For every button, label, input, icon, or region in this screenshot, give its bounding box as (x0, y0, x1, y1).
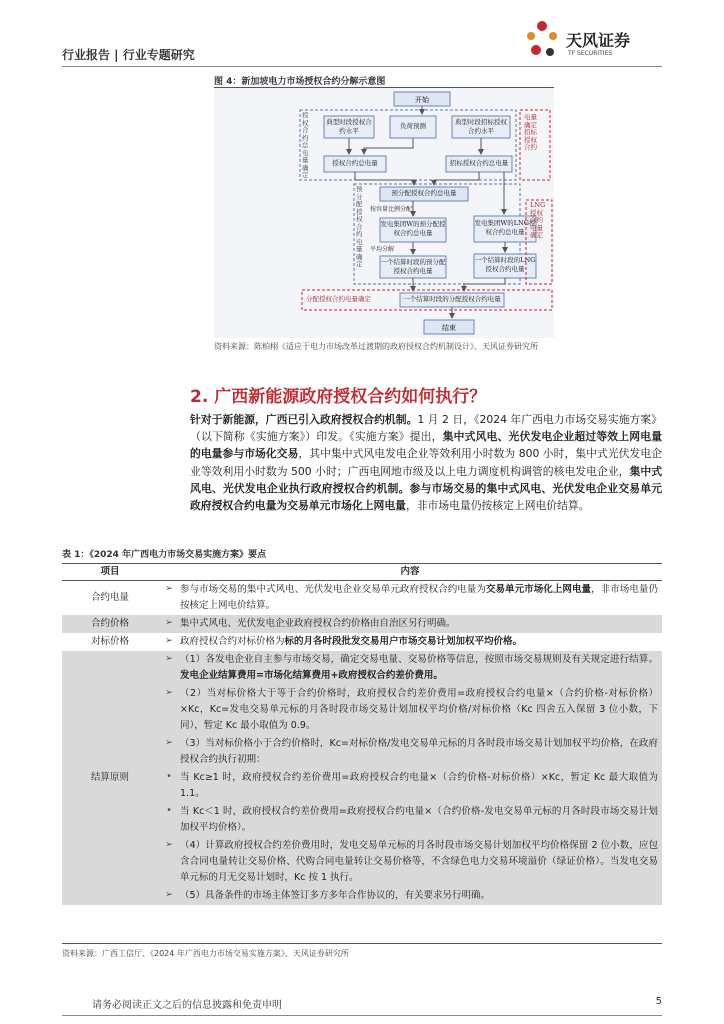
text-run: ，其中集中式风电发电企业等效利用小时数为 800 小时，集中式光伏发电企业等效利用小时数为 500 小时；广西电网地市级及以上电力调度机构调管的核电发电企业， (190, 447, 662, 478)
table-cell-content (180, 633, 662, 651)
table-header-content: 内容 (158, 564, 662, 581)
flow-side-right2: LNG授权合约电量确定 (530, 202, 546, 239)
header-divider (62, 66, 662, 67)
text-run: ，非市场电量仍按核定上网电价结算。 (180, 584, 658, 611)
bullet-icon: ➢ (158, 887, 180, 905)
text-run: （5）具备条件的市场主体签订多方多年合作协议的，有关要求另行明确。 (180, 890, 491, 901)
flow-start-label: 开始 (415, 96, 429, 104)
flow-by-capacity: 按容量比例分配 (370, 206, 413, 213)
table-row-key: 结算原则 (62, 651, 158, 905)
table-cell-content (180, 735, 662, 769)
table-cell-content (180, 685, 662, 735)
section-title: 2. 广西新能源政府授权合约如何执行？ (190, 387, 487, 407)
flow-typical-cap: 典型时段授权合约水平 (326, 118, 372, 135)
flow-side-right1: 电量确定招标授权合约 (524, 114, 537, 151)
table-cell-content (180, 887, 662, 905)
bullet-icon: ➢ (158, 735, 180, 769)
text-run: 参与市场交易的集中式风电、光伏发电企业交易单元政府授权合约电量为 (180, 584, 486, 595)
table-cell-content (180, 615, 662, 633)
flow-settle-pre: 一个结算时段的预分配授权合约电量 (380, 258, 446, 275)
bullet-icon: ➢ (158, 581, 180, 616)
bullet-icon: ➢ (158, 615, 180, 633)
flow-total-cap: 授权合约总电量 (332, 159, 378, 167)
flowchart (214, 88, 554, 338)
body-paragraph (190, 411, 662, 514)
bold-run: 标的月各时段批发交易用户市场交易计划加权平均价格。 (284, 636, 523, 647)
flow-group-w-lng: 发电集团W的LNG授权合约总电量 (474, 219, 536, 236)
page-number: 5 (655, 996, 662, 1007)
table-cell-content (180, 581, 662, 616)
figure-source: 资料来源：陈柏栩《适应于电力市场改革过渡期的政府授权合约机制设计》、天风证券研究所 (214, 342, 538, 351)
text-run: 当 Kc＜1 时，政府授权合约差价费用=政府授权合约电量×（合约价格-发电交易单元标的月各时段市场交易计划加权平均价格）。 (180, 806, 658, 833)
summary-table (62, 563, 662, 905)
table-row (62, 633, 662, 651)
bold-run: 集中式风电、光伏发电企业超过等效上网电量的电量参与市场化交易 (190, 430, 662, 461)
table-cell-content (180, 651, 662, 685)
flow-bid-total: 招标授权合约总电量 (449, 159, 509, 167)
bullet-icon: • (158, 769, 180, 803)
table-row (62, 651, 662, 685)
table-title: 表 1：《2024 年广西电力市场交易实施方案》要点 (62, 550, 267, 560)
text-run: 1 月 2 日，《2024 年广西电力市场交易实施方案》（以下简称《实施方案》）印发。《实施方案》提出， (190, 413, 662, 444)
bullet-icon: ➢ (158, 651, 180, 685)
table-row-key: 对标价格 (62, 633, 158, 651)
bold-run: 集中式风电、光伏发电企业执行政府授权合约机制。参与市场交易的集中式风电、光伏发电企业交易单元政府授权合约电量为交易单元市场化上网电量 (190, 464, 663, 513)
flow-side-left1: 授权合约总电量确定 (302, 112, 309, 178)
text-run: （1）各发电企业自主参与市场交易，确定交易电量、交易价格等信息，按照市场交易规则及有关规定进行结算。 (180, 654, 658, 665)
logo-subtext: TF SECURITIES (568, 50, 613, 57)
text-run: （2）当对标价格大于等于合约价格时，政府授权合约差价费用=政府授权合约电量×（合约价格-对标价格）×Kc，Kc=发电交易单元标的月各时段市场交易计划加权平均价格/对标价格（Kc 四舍五入保留 3 位小数，下同），暂定 Kc 最小取值为 0.9。 (180, 688, 658, 731)
text-run: ，非市场电量仍按核定上网电价结算。 (405, 499, 590, 513)
flow-typical-bid: 典型时段招标授权合约水平 (455, 118, 507, 135)
bold-run: 发电企业结算费用=市场化结算费用+政府授权合约差价费用。 (180, 670, 443, 681)
flow-settle-lng: 一个结算时段的LNG授权合约电量 (474, 256, 536, 273)
figure-title: 图 4：新加坡电力市场授权合约分解示意图 (214, 77, 386, 87)
flow-pre-alloc: 预分配授权合约总电量 (391, 189, 457, 197)
report-header: 行业报告 | 行业专题研究 (62, 48, 195, 62)
text-run: 当 Kc≥1 时，政府授权合约差价费用=政府授权合约电量×（合约价格-对标价格）×Kc，暂定 Kc 最大取值为 1.1。 (180, 772, 658, 799)
flow-side-left2: 预分配授权合约电量确定 (356, 186, 363, 268)
logo-icon (522, 18, 562, 62)
flow-end-label: 结束 (442, 324, 456, 332)
flow-bottom-label: 分配授权合约电量确定 (306, 295, 371, 303)
table-source: 资料来源：广西工信厅、《2024 年广西电力市场交易实施方案》、天风证券研究所 (62, 949, 349, 958)
bold-run: 针对于新能源，广西已引入政府授权合约机制。 (190, 413, 418, 426)
bullet-icon: ➢ (158, 633, 180, 651)
table-cell-content (180, 769, 662, 803)
table-cell-content (180, 803, 662, 837)
bullet-icon: • (158, 803, 180, 837)
flow-group-w: 发电集团W的预分配授权合约总电量 (380, 220, 446, 237)
text-run: 集中式风电、光伏发电企业政府授权合约价格由自治区另行明确。 (180, 618, 456, 629)
text-run: （4）计算政府授权合约差价费用时，发电交易单元标的月各时段市场交易计划加权平均价格保留 2 位小数，应包含合同电量转让交易价格、代购合同电量转让交易价格等，不含绿色电力交易环境溢价（绿证价格）。当发电交易单元标的月无交易计划时，Kc 按 1 执行。 (180, 840, 658, 883)
flow-settle-total: 一个结算时段的分配授权合约电量 (403, 295, 501, 303)
table-cell-content (180, 837, 662, 887)
table-row (62, 581, 662, 616)
table-header-item: 项目 (62, 564, 158, 581)
flow-load-forecast: 负荷预测 (400, 122, 426, 130)
table-bottom-rule (62, 943, 662, 944)
footer-divider (62, 1015, 662, 1016)
footer-disclaimer: 请务必阅读正文之后的信息披露和免责申明 (92, 1000, 282, 1011)
table-row (62, 615, 662, 633)
flow-avg-split: 平均分解 (370, 246, 395, 253)
bold-run: 交易单元市场化上网电量 (485, 584, 592, 595)
table-row-key: 合约电量 (62, 581, 158, 616)
company-logo (522, 18, 662, 64)
text-run: （3）当对标价格小于合约价格时，Kc=对标价格/发电交易单元标的月各时段市场交易计划加权平均价格，在政府授权合约执行初期： (180, 738, 658, 765)
bullet-icon: ➢ (158, 685, 180, 735)
logo-text: 天风证券 (566, 31, 631, 50)
bullet-icon: ➢ (158, 837, 180, 887)
text-run: 政府授权合约对标价格为 (180, 636, 285, 647)
table-row-key: 合约价格 (62, 615, 158, 633)
